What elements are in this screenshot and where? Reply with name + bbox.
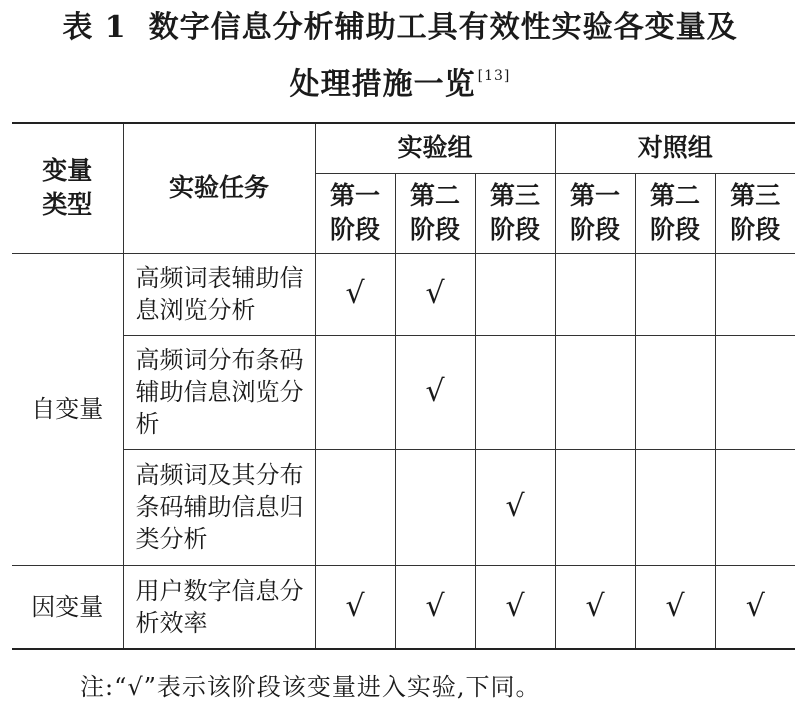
mark-cell xyxy=(555,449,635,565)
mark-cell xyxy=(555,253,635,335)
mark-cell xyxy=(315,335,395,449)
mark-cell xyxy=(635,449,715,565)
mark-cell xyxy=(715,449,795,565)
header-control-group: 对照组 xyxy=(555,123,795,173)
mark-cell: √ xyxy=(635,565,715,649)
mark-cell xyxy=(715,253,795,335)
table-label: 表 1 xyxy=(62,10,127,45)
mark-cell xyxy=(395,449,475,565)
mark-cell xyxy=(635,253,715,335)
table-row xyxy=(12,565,795,649)
mark-cell xyxy=(715,335,795,449)
mark-cell xyxy=(475,253,555,335)
mark-cell: √ xyxy=(555,565,635,649)
mark-cell: √ xyxy=(475,449,555,565)
task-cell: 高频词及其分布条码辅助信息归类分析 xyxy=(123,449,315,565)
table-row xyxy=(12,449,795,565)
header-exp-phase-2: 第二阶段 xyxy=(395,173,475,253)
table-title-line1: 数字信息分析辅助工具有效性实验各变量及 xyxy=(148,10,738,45)
header-ctrl-phase-3: 第三阶段 xyxy=(715,173,795,253)
header-variable-type: 变量类型 xyxy=(12,123,123,253)
task-cell: 高频词分布条码辅助信息浏览分析 xyxy=(123,335,315,449)
header-task: 实验任务 xyxy=(123,123,315,253)
table-title-line2: 处理措施一览 xyxy=(289,67,476,102)
table-footnote: 注:“√”表示该阶段该变量进入实验,下同。 xyxy=(80,673,541,701)
task-cell: 高频词表辅助信息浏览分析 xyxy=(123,253,315,335)
header-ctrl-phase-2: 第二阶段 xyxy=(635,173,715,253)
header-ctrl-phase-1: 第一阶段 xyxy=(555,173,635,253)
mark-cell: √ xyxy=(395,253,475,335)
mark-cell: √ xyxy=(475,565,555,649)
table-caption-line1 xyxy=(0,6,800,50)
group-independent-variable: 自变量 xyxy=(12,253,123,565)
task-cell: 用户数字信息分析效率 xyxy=(123,565,315,649)
mark-cell: √ xyxy=(315,253,395,335)
header-exp-phase-1: 第一阶段 xyxy=(315,173,395,253)
header-exp-phase-3: 第三阶段 xyxy=(475,173,555,253)
reference-marker: [13] xyxy=(477,68,511,84)
mark-cell xyxy=(635,335,715,449)
mark-cell xyxy=(315,449,395,565)
table-row xyxy=(12,335,795,449)
group-dependent-variable: 因变量 xyxy=(12,565,123,649)
mark-cell: √ xyxy=(715,565,795,649)
table-caption-line2 xyxy=(0,54,800,107)
header-experiment-group: 实验组 xyxy=(315,123,555,173)
experiment-variables-table xyxy=(12,122,795,650)
mark-cell xyxy=(475,335,555,449)
mark-cell: √ xyxy=(395,335,475,449)
mark-cell xyxy=(555,335,635,449)
mark-cell: √ xyxy=(395,565,475,649)
table-row xyxy=(12,253,795,335)
mark-cell: √ xyxy=(315,565,395,649)
